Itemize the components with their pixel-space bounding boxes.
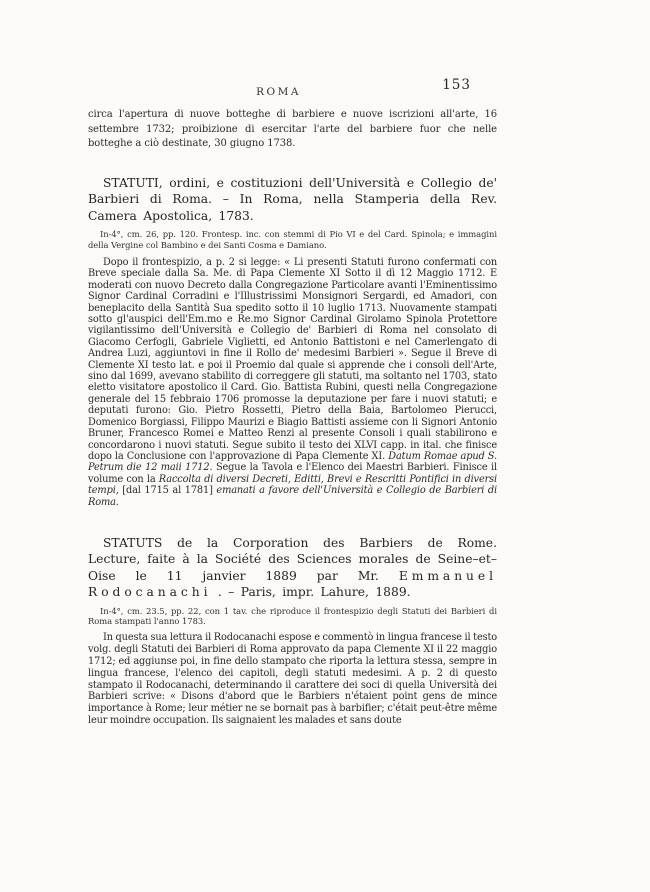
entry2-annotation: In questa sua lettura il Rodocanachi espose e commentò in lingua francese il testo volg. degli Statuti dei Barbieri di Roma approvato da papa Clemente XI il 22 maggio 1712; ed aggiunse poi, in fine dello stampato che riporta la lettura stessa, sempre in lingua francese, l'elenco dei capitoli, degli statuti medesimi. A p. 2 di questo stampato il Rodocanachi, determinando il carattere dei soci di quella Università dei Barbieri scrive: « Disons d'abord que le Barbiers n'étaient point gens de mince importance à Rome; leur métier ne se bornait pas à barbifier; c'était peut-être même leur moindre occupation. Ils saignaient les malades et sans doute <box>88 631 497 727</box>
page-number: 153 <box>442 77 471 93</box>
entry1-annotation: Dopo il frontespizio, a p. 2 si legge: « Li presenti Statuti furono confermati con Breve speciale dalla Sa. Me. di Papa Clemente XI Sotto il dì 12 Maggio 1712. E moderati con nuovo Decreto dalla Congregazione Particolare avanti l'Eminentissimo Signor Cardinal Corradini e l'Illustrissimi Monsignori Sergardi, ed Amadori, con beneplacito della Santità Sua spedito sotto il 10 luglio 1713. Nuovamente stampati sotto gl'auspici dell'Em.mo e Re.mo Signor Cardinal Girolamo Spinola Protettore vigilantissimo dell'Università e Collegio de' Barbieri di Roma nel consolato di Giacomo Cerfogli, Gabriele Viglietti, ed Antonio Battistoni e nel Camerlengato di Andrea Luzi, aggiuntovi in fine il Rollo de' medesimi Barbieri ». Segue il Breve di Clemente XI testo lat. e poi il Proemio dal quale si apprende che i consoli dell'Arte, sino dal 1699, avevano stabilito di correggere gli statuti, ma soltanto nel 1703, stato eletto visitatore apostolico il Card. Gio. Battista Rubini, questi nella Congregazione generale del 15 febbraio 1706 promosse la deputazione per fare i nuovi statuti; e deputati furono: Gio. Pietro Rossetti, Pietro della Baia, Bartolomeo Pierucci, Domenico Borgiassi, Filippo Maurizi e Biagio Battisti assieme con li Signori Antonio Bruner, Francesco Romei e Matteo Renzi al presente Consoli i quali stabilirono e concordarono i nuovi statuti. Segue subito il testo dei XLVI capp. in ital. che finisce dopo la Conclusione con l'approvazione di Papa Clemente XI. Datum Romae apud S. Petrum die 12 maii 1712. Segue la Tavola e l'Elenco dei Maestri Barbieri. Finisce il volume con la Raccolta di diversi Decreti, Editti, Brevi e Rescritti Pontifici in diversi tempi, [dal 1715 al 1781] emanati a favore dell'Università e Collegio de Barbieri di Roma. <box>88 257 497 508</box>
intro-paragraph: circa l'apertura di nuove botteghe di barbiere e nuove iscrizioni all'arte, 16 settembre 1732; proibizione di esercitar l'arte del barbiere fuor che nelle botteghe a ciò destinate, 30 giugno 1738. <box>88 109 497 149</box>
entry1-heading: STATUTI, ordini, e costituzioni dell'Università e Collegio de' Barbieri di Roma. – In Roma, nella Stamperia della Rev. Camera Apostolica, 1783. <box>88 175 497 223</box>
running-head <box>88 77 497 98</box>
entry1-collation: In-4°, cm. 26, pp. 120. Frontesp. inc. con stemmi di Pio VI e del Card. Spinola; e immagini della Vergine col Bambino e dei Santi Cosma e Damiano. <box>88 229 497 250</box>
text-block <box>88 77 497 727</box>
running-head-title: ROMA <box>256 86 301 98</box>
entry2-heading: STATUTS de la Corporation des Barbiers de Rome. Lecture, faite à la Société des Sciences morales de Seine–et–Oise le 11 janvier 1889 par Mr. Emmanuel Rodocanachi . – Paris, impr. Lahure, 1889. <box>88 535 497 600</box>
entry2-collation: In-4°, cm. 23.5, pp. 22, con 1 tav. che riproduce il frontespizio degli Statuti dei Barbieri di Roma stampati l'anno 1783. <box>88 605 497 627</box>
